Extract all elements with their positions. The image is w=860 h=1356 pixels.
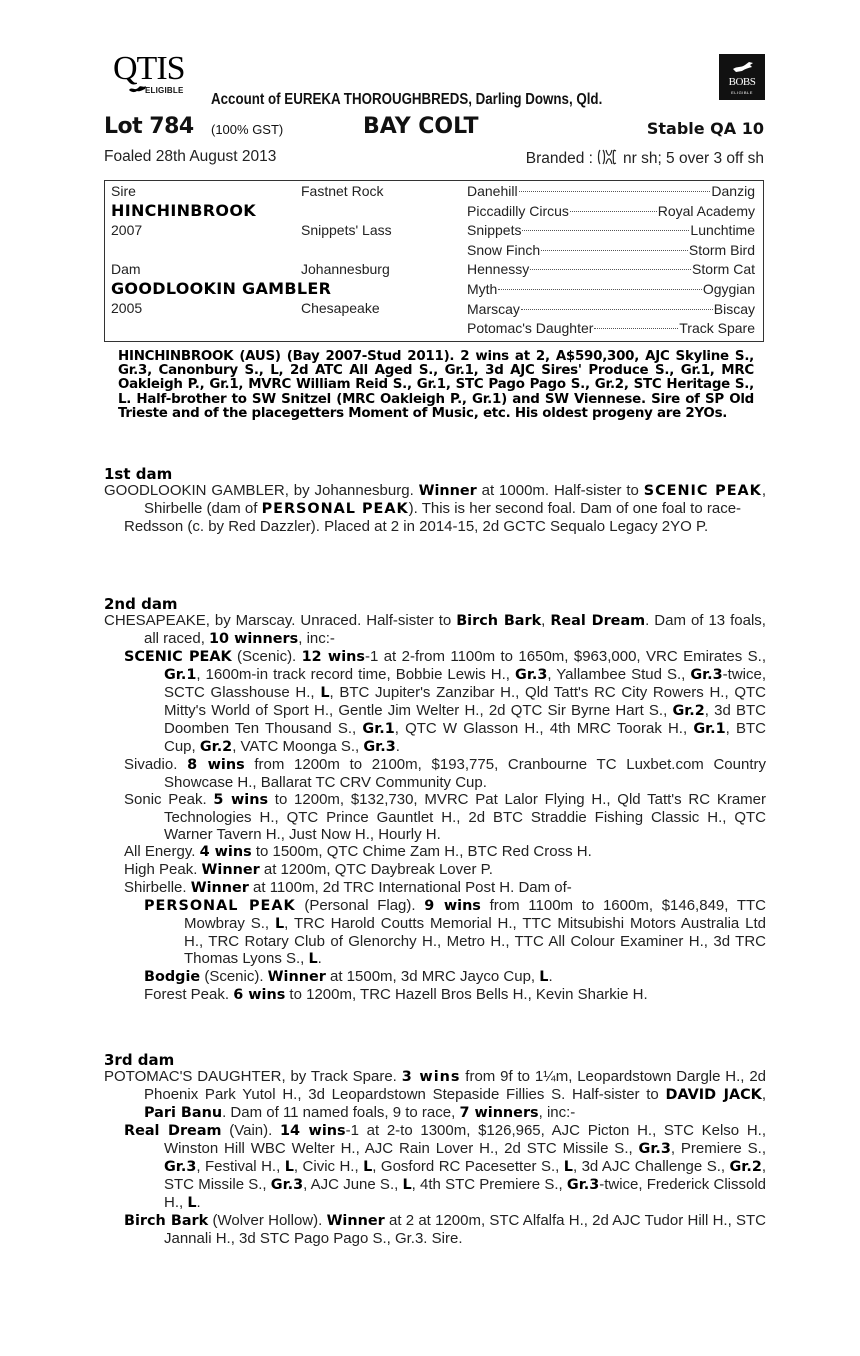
bobs-eligible-text: ELIGIBLE <box>731 90 753 95</box>
ancestor-right: Ogygian <box>702 281 755 297</box>
ancestor-right: Royal Academy <box>657 202 755 219</box>
ancestor-left: Marscay <box>467 300 520 317</box>
ancestor-row <box>467 281 755 300</box>
dam-description: CHESAPEAKE, by Marscay. Unraced. Half-sister to Birch Bark, Real Dream. Dam of 13 foals, all raced, 10 winners, inc:- <box>104 612 766 647</box>
ancestor-left: Piccadilly Circus <box>467 202 569 219</box>
ancestor-right: Storm Cat <box>691 261 755 277</box>
leader-dots <box>530 269 691 270</box>
progeny-entry: All Energy. 4 wins to 1500m, QTC Chime Zam H., BTC Red Cross H. <box>124 843 592 860</box>
gecko-icon <box>127 78 147 94</box>
dam-description: POTOMAC'S DAUGHTER, by Track Spare. 3 wins from 9f to 1¼m, Leopardstown Dargle H., 2d Phoenix Park Yutol H., 3d Leopardstown Stepaside Fillies S. Half-sister to DAVID JACK, Pari Banu. Dam of 11 named foals, 9 to race, 7 winners, inc:- <box>104 1068 767 1121</box>
progeny-entry: Real Dream (Vain). 14 wins-1 at 2-to 1300m, $126,965, AJC Picton H., STC Kelso H., Winston Hill WBC Welter H., AJC Rain Lover H., 2d STC Missile S., Gr.3, Premiere S., Gr.3, Festival H., L, Civic H., L, Gosford RC Pacesetter S., L, 3d AJC Challenge S., Gr.2, STC Missile S., Gr.3, AJC June S., L, 4th STC Premiere S., Gr.3-twice, Frederick Clissold H., L. <box>124 1122 767 1211</box>
bobs-logo-text: BOBS <box>728 76 756 88</box>
sire-dam: Snippets' Lass <box>301 222 392 238</box>
stable-location: Stable QA 10 <box>646 119 764 138</box>
sire-sire: Fastnet Rock <box>301 183 384 199</box>
brand-mark-icon <box>597 148 617 166</box>
ancestor-row <box>467 222 755 241</box>
vendor-account: Account of EUREKA THOROUGHBREDS, Darling Downs, Qld. <box>211 91 603 108</box>
ancestor-right: Track Spare <box>679 320 755 336</box>
bobs-eligible-logo <box>719 54 765 100</box>
foaled-date: Foaled 28th August 2013 <box>104 148 277 165</box>
dam-label: Dam <box>111 261 141 277</box>
qtis-eligible-logo <box>113 52 203 98</box>
lot-number: Lot 784 <box>104 114 194 139</box>
progeny-entry: Bodgie (Scenic). Winner at 1500m, 3d MRC Jayco Cup, L. <box>144 968 553 985</box>
ancestor-left: Myth <box>467 281 498 297</box>
branded-info <box>526 148 764 168</box>
dam-description: GOODLOOKIN GAMBLER, by Johannesburg. Winner at 1000m. Half-sister to SCENIC PEAK, Shirbelle (dam of PERSONAL PEAK). This is her second foal. Dam of one foal to race- <box>104 482 766 517</box>
sire-summary: HINCHINBROOK (AUS) (Bay 2007-Stud 2011). 2 wins at 2, A$590,300, AJC Skyline S., Gr.3, Canonbury S., L, 2d ATC All Aged S., Gr.1, 3d AJC Sires' Produce S., Gr.1, MRC Oakleigh P., Gr.1, MVRC William Reid S., Gr.1, STC Pago Pago S., Gr.2, STC Heritage S., L. Half-brother to SW Snitzel (MRC Oakleigh P., Gr.1) and SW Viennese. Sire of SP Old Trieste and of the placegetters Moment of Music, etc. His oldest progeny are 2YOs. <box>118 349 754 421</box>
sire-year: 2007 <box>111 222 143 238</box>
leader-dots <box>519 191 711 192</box>
branded-detail: nr sh; 5 over 3 off sh <box>622 150 764 167</box>
gst-note: (100% GST) <box>211 122 284 137</box>
dam-sire: Johannesburg <box>301 261 390 277</box>
progeny-entry: Redsson (c. by Red Dazzler). Placed at 2 in 2014-15, 2d GCTC Sequalo Legacy 2YO P. <box>124 518 709 535</box>
ancestor-left: Danehill <box>467 183 518 199</box>
ancestor-left: Snippets <box>467 222 522 238</box>
ancestor-left: Snow Finch <box>467 241 541 258</box>
ancestor-right: Storm Bird <box>688 241 755 258</box>
progeny-entry: High Peak. Winner at 1200m, QTC Daybreak Lover P. <box>124 861 493 878</box>
ancestor-right: Lunchtime <box>690 222 755 238</box>
section-title: 2nd dam <box>104 595 178 613</box>
section-title: 1st dam <box>104 465 173 483</box>
progeny-entry: Sonic Peak. 5 wins to 1200m, $132,730, MVRC Pat Lalor Flying H., Qld Tatt's RC Kramer Technologies H., QTC Prince Gauntlet H., 2d BTC Straddie Fishing Classic H., QTC Warner Tavern H., Just Now H., Hourly H. <box>124 791 767 843</box>
leader-dots <box>521 309 713 310</box>
sire-name: HINCHINBROOK <box>111 201 256 220</box>
lot-row <box>104 114 766 142</box>
leader-dots <box>522 230 689 231</box>
ancestor-row <box>467 203 755 222</box>
qtis-eligible-text: ELIGIBLE <box>145 86 184 95</box>
dam-dam: Chesapeake <box>301 300 380 316</box>
leader-dots <box>498 289 702 290</box>
ancestor-left: Hennessy <box>467 261 530 277</box>
progeny-entry: PERSONAL PEAK (Personal Flag). 9 wins from 1100m to 1600m, $146,849, TTC Mowbray S., L, TRC Harold Coutts Memorial H., TTC Mitsubishi Motors Australia Ltd H., TRC Rotary Club of Glenorchy H., Metro H., TTC All Colour Examiner H., 3d TRC Thomas Lyons S., L. <box>144 897 767 967</box>
progeny-entry: Shirbelle. Winner at 1100m, 2d TRC International Post H. Dam of- <box>124 879 572 896</box>
progeny-entry: Forest Peak. 6 wins to 1200m, TRC Hazell Bros Bells H., Kevin Sharkie H. <box>144 986 648 1003</box>
section-title: 3rd dam <box>104 1051 175 1069</box>
sire-label: Sire <box>111 183 136 199</box>
branded-label: Branded : <box>525 150 593 167</box>
ancestor-row <box>467 301 755 320</box>
ancestor-row <box>467 242 755 261</box>
ancestor-row <box>467 320 755 339</box>
second-dam-section <box>104 596 766 1004</box>
ancestor-left: Potomac's Daughter <box>467 320 594 336</box>
foaled-row <box>104 148 766 170</box>
ancestor-row <box>467 183 755 202</box>
first-dam-section <box>104 466 766 535</box>
dam-name: GOODLOOKIN GAMBLER <box>111 279 332 298</box>
leader-dots <box>541 250 688 251</box>
leader-dots <box>594 328 678 329</box>
ancestor-right: Biscay <box>713 300 755 317</box>
progeny-entry: SCENIC PEAK (Scenic). 12 wins-1 at 2-from 1100m to 1650m, $963,000, VRC Emirates S., Gr.1, 1600m-in track record time, Bobbie Lewis H., Gr.3, Yallambee Stud S., Gr.3-twice, SCTC Glasshouse H., L, BTC Jupiter's Zanzibar H., Qld Tatt's RC City Rowers H., QTC Mitty's World of Sport H., Gentle Jim Welter H., 2d QTC Sir Byrne Hart S., Gr.2, 3d BTC Doomben Ten Thousand S., Gr.1, QTC W Glasson H., 4th MRC Toorak H., Gr.1, BTC Cup, Gr.2, VATC Moonga S., Gr.3. <box>124 648 767 755</box>
third-dam-section <box>104 1052 766 1247</box>
horse-sex-color: BAY COLT <box>363 114 479 139</box>
progeny-entry: Sivadio. 8 wins from 1200m to 2100m, $193,775, Cranbourne TC Luxbet.com Country Showcase H., Ballarat TC CRV Community Cup. <box>124 756 766 791</box>
ancestor-row <box>467 261 755 280</box>
ancestor-right: Danzig <box>711 183 755 199</box>
dam-year: 2005 <box>111 300 143 316</box>
pedigree-table <box>104 180 764 342</box>
progeny-entry: Birch Bark (Wolver Hollow). Winner at 2 at 1200m, STC Alfalfa H., 2d AJC Tudor Hill H., STC Jannali H., 3d STC Pago Pago S., Gr.3. Sire. <box>124 1212 766 1247</box>
horse-icon <box>731 60 755 74</box>
leader-dots <box>570 211 657 212</box>
qtis-logo-text: QTIS <box>113 50 185 87</box>
